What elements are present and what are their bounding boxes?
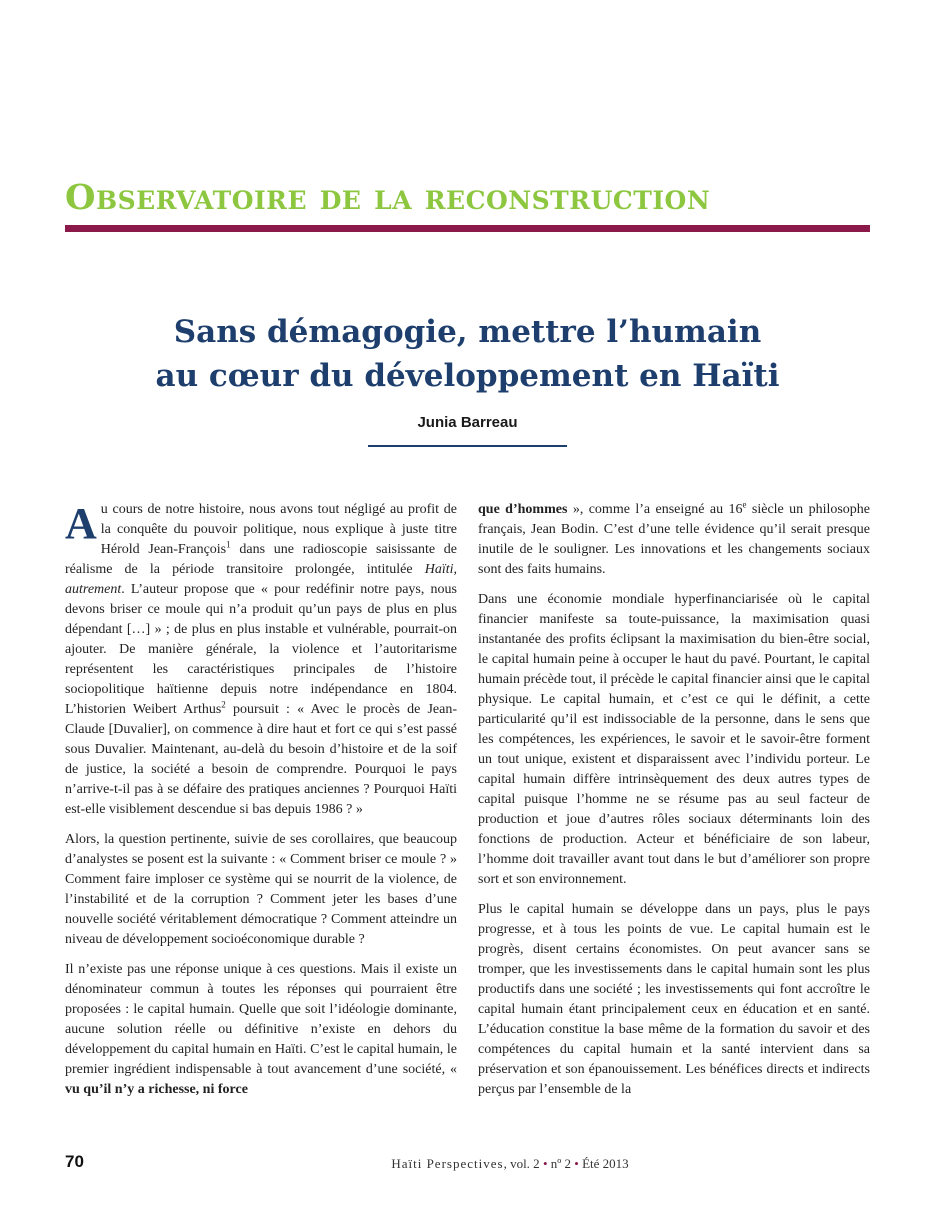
paragraph: que d’hommes », comme l’a enseigné au 16e siècle un philosophe français, Jean Bodin. C’est d’une telle évidence qu’il serait presque inutile de le souligner. Les innovations et les changements sociaux sont des faits humains.: [478, 499, 871, 577]
bullet-icon: •: [542, 1156, 548, 1171]
left-column: [65, 500, 457, 1110]
article-title-line-2: au cœur du développement en Haïti: [155, 358, 780, 394]
quote-bold: vu qu’il n’y a richesse, ni force: [65, 1082, 248, 1097]
drop-cap: A: [65, 499, 97, 548]
paragraph: Plus le capital humain se développe dans un pays, plus le pays progresse, et à tous les points de vue. Le capital humain est le progrès, disent certains économistes. On peut avancer sans se tromper, que les investissements dans le capital humain sont les plus productifs dans une société ; les investissements qui font accroître le capital humain étant principalement ceux en éducation et en santé. L’éducation constitue la base même de la formation du savoir et des compétences du capital humain et la santé intervient dans sa préservation et son épanouissement. Les bénéfices directs et indirects perçus par l’ensemble de la: [478, 902, 870, 1097]
section-divider: [65, 225, 870, 232]
paragraph: Alors, la question pertinente, suivie de ses corollaires, que beaucoup d’analystes se posent est la suivante : « Comment briser ce moule ? » Comment faire imploser ce système qui se nourrit de la violence, de l’instabilité et de la corruption ? Comment jeter les bases d’une nouvelle société véritablement démocratique ? Comment atteindre un niveau de développement socioéconomique durable ?: [65, 832, 457, 947]
article-title: [65, 310, 870, 398]
footnote-ref: 1: [226, 539, 231, 550]
section-title: Observatoire de la reconstruction: [65, 177, 711, 218]
superscript: e: [742, 499, 747, 510]
journal-name: Haïti Perspectives: [391, 1156, 504, 1171]
paragraph: Au cours de notre histoire, nous avons tout négligé au profit de la conquête du pouvoir politique, nous explique à juste titre Hérold Jean-François$^1$ dans une radioscopie saisissante de réalisme de la période transitoire prolongée, intitulée Haïti, autrement. L’auteur propose que « pour redéfinir notre pays, nous devons briser ce moule qui n’a produit qu’un pays de plus en plus dépendant […] » ; de plus en plus instable et vulnérable, pourrait-on ajouter. De manière générale, la violence et l’autoritarisme représentent les caractéristiques principales de l’histoire sociopolitique haïtienne depuis notre indépendance en 1804. L’historien Weibert Arthus$^2$ poursuit : « Avec le procès de Jean-Claude [Duvalier], on commence à dire haut et fort ce qui s’est passé sous Duvalier. Maintenant, au-delà du besoin d’histoire et de la soif de justice, la société a besoin de comprendre. Pourquoi le pays n’arrive-t-il pas à se défaire des pratiques anciennes ? Pourquoi Haïti est-elle visiblement descendue si bas depuis 1986 ? »: [65, 499, 457, 817]
page-number: 70: [65, 1152, 84, 1171]
bullet-icon: •: [574, 1156, 579, 1171]
journal-citation: Haïti Perspectives, vol. 2 • nº 2 • Été 2013: [391, 1156, 629, 1171]
right-column: [478, 500, 870, 1110]
paragraph: Il n’existe pas une réponse unique à ces questions. Mais il existe un dénominateur commun à toutes les réponses qui pourraient être proposées : le capital humain. Quelle que soit l’idéologie dominante, aucune solution réelle ou définitive n’existe en dehors du développement du capital humain en Haïti. C’est le capital humain, le premier ingrédient indispensable à tout avancement d’une société, « vu qu’il n’y a richesse, ni force: [65, 962, 457, 1097]
book-title: Haïti, autrement: [65, 562, 457, 597]
paragraph: Dans une économie mondiale hyperfinanciarisée où le capital financier manifeste sa toute-puissance, la maximisation quasi instantanée des profits éclipsant la maximisation du bien-être social, le capital humain peine à occuper le haut du pavé. Pourtant, le capital humain précède tout, il précède le capital financier ainsi que le capital physique. Le capital humain, et c’est ce qui le définit, a cette particularité qu’il est indissociable de la personne, dans le sens que les compétences, les expériences, le savoir et le savoir-être forment un tout unique, existent et disparaissent avec l’individu porteur. Le capital humain diffère intrinsèquement des deux autres types de capital puisque l’homme ne se résume pas au seul facteur de production et joue d’autres rôles sociaux déterminants loin des fonctions de production. Acteur et bénéficiaire de son labeur, l’homme doit travailler avant tout dans le but d’améliorer son propre sort et son environnement.: [478, 592, 870, 887]
author-divider: [368, 445, 567, 447]
article-title-line-1: Sans démagogie, mettre l’humain: [173, 314, 762, 350]
footnote-ref: 2: [221, 699, 226, 710]
quote-bold: que d’hommes: [478, 502, 568, 517]
author-name: Junia Barreau: [417, 414, 518, 431]
